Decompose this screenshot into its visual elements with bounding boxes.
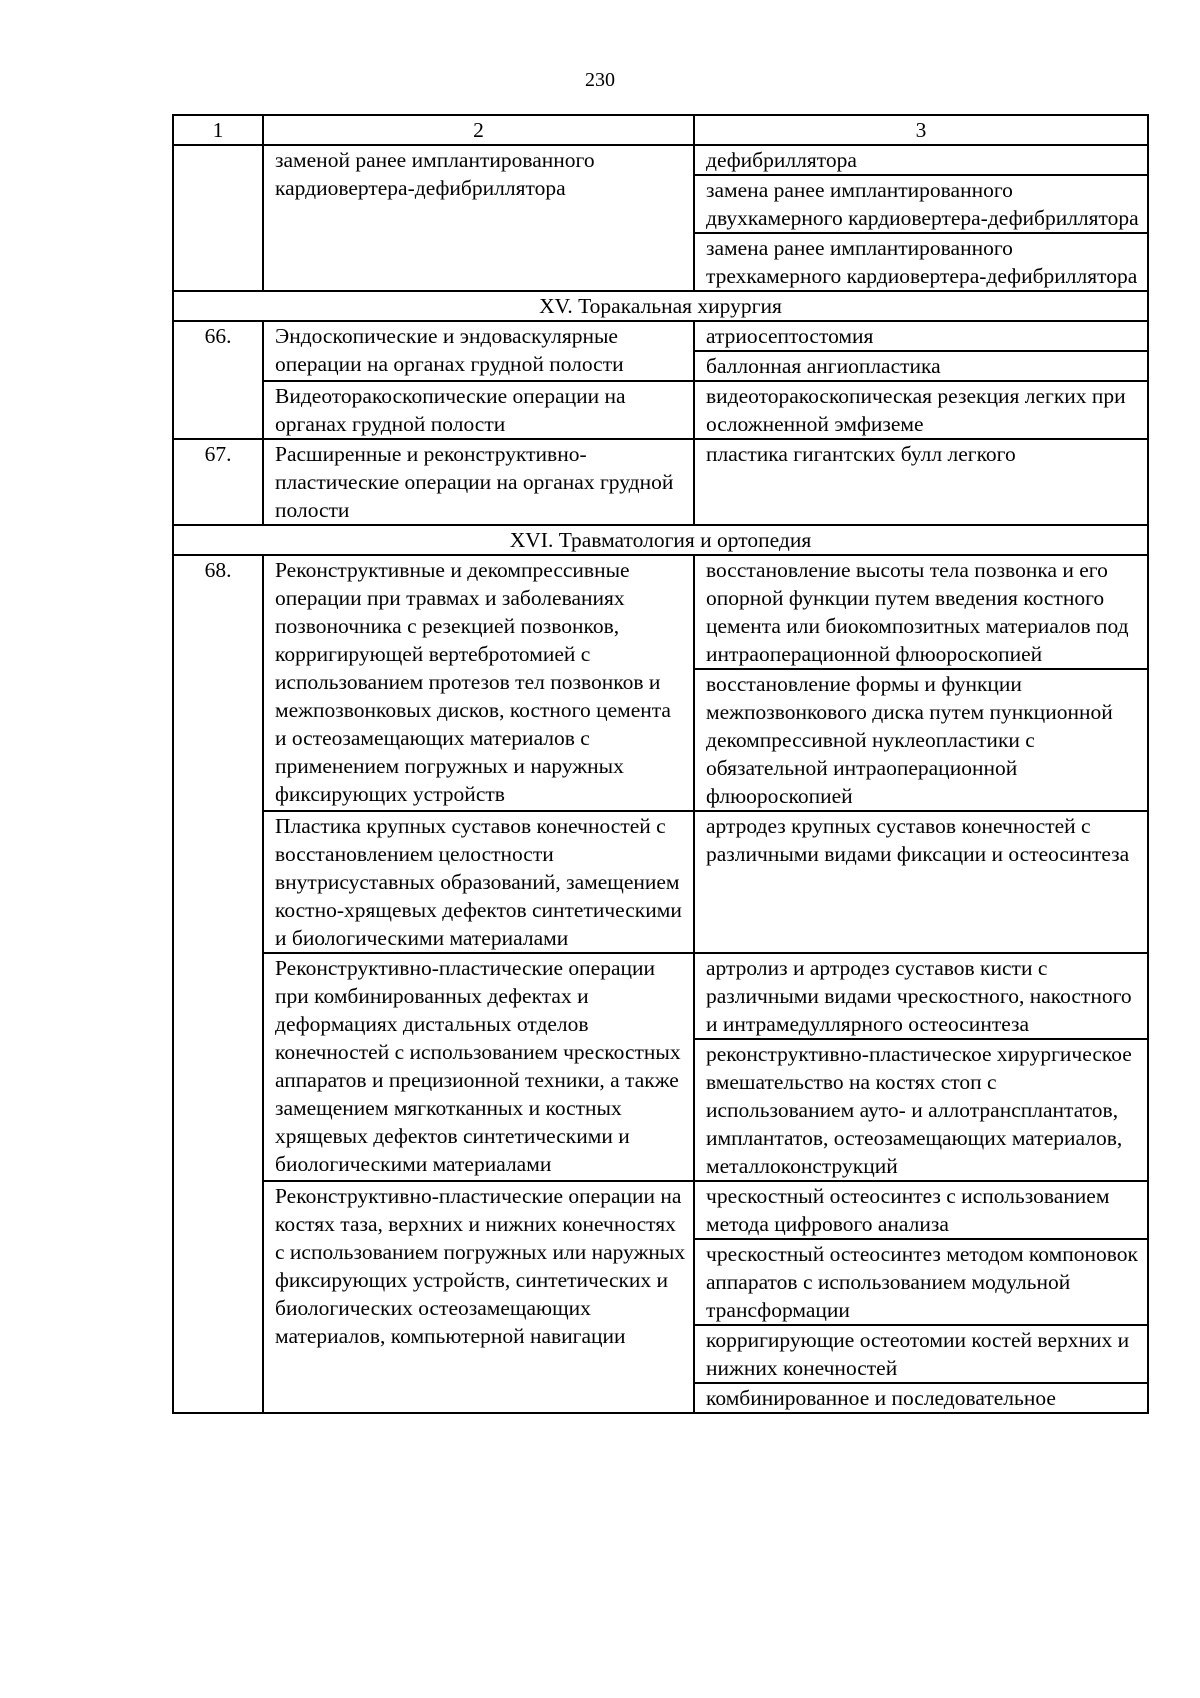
- method-item: комбинированное и последовательное: [706, 1386, 1056, 1410]
- method-row: [695, 322, 1147, 351]
- table-row: [173, 953, 1148, 1181]
- method-row: [695, 440, 1147, 468]
- methods-cell: [694, 1181, 1148, 1413]
- method-item: корригирующие остеотомии костей верхних и нижних конечностей: [695, 1325, 1147, 1383]
- methods-list: [695, 382, 1147, 438]
- method-row: [695, 1182, 1147, 1239]
- header-col-1: 1: [173, 115, 263, 145]
- methods-cell: [694, 145, 1148, 291]
- table-row: [173, 439, 1148, 525]
- method-row: [695, 146, 1147, 175]
- methods-cell: [694, 555, 1148, 811]
- method-item: атриосептостомия: [695, 322, 1147, 351]
- methods-cell: [694, 321, 1148, 381]
- method-row: [695, 233, 1147, 290]
- method-item: чрескостный остеосинтез с использованием метода цифрового анализа: [695, 1182, 1147, 1239]
- method-row: [695, 1039, 1147, 1180]
- method-item: замена ранее имплантированного трехкамерного кардиовертера-дефибриллятора: [706, 236, 1138, 288]
- method-item: реконструктивно-пластическое хирургическое вмешательство на костях стоп с использованием ауто- и аллотрансплантатов, имплантатов, остеозамещающих материалов, металлоконструкций: [706, 1042, 1132, 1178]
- table-row: [173, 1181, 1148, 1413]
- procedure-description: Реконструктивно-пластические операции при комбинированных дефектах и деформациях дистальных отделов конечностей с использованием чрескостных аппаратов и прецизионной техники, а также замещением мягкотканных и костных хрящевых дефектов синтетическими и биологическими материалами: [263, 953, 694, 1181]
- procedure-description: Реконструктивные и декомпрессивные операции при травмах и заболеваниях позвоночника с резекцией позвонков, корригирующей вертебротомией с использованием протезов тел позвонков и межпозвонковых дисков, костного цемента и остеозамещающих материалов с применением погружных и наружных фиксирующих устройств: [263, 555, 694, 811]
- row-number: [173, 145, 263, 291]
- table-row: [173, 811, 1148, 953]
- method-item: чрескостный остеосинтез методом компоновок аппаратов с использованием модульной трансформации: [695, 1239, 1147, 1325]
- method-item: восстановление формы и функции межпозвонкового диска путем пункционной декомпрессивной нуклеопластики с обязательной интраоперационной флюороскопией: [706, 672, 1113, 808]
- procedure-description: Реконструктивно-пластические операции на костях таза, верхних и нижних конечностях с использованием погружных или наружных фиксирующих устройств, синтетических и биологических остеозамещающих материалов, компьютерной навигации: [263, 1181, 694, 1413]
- page-number: 230: [585, 69, 615, 91]
- table-row: [173, 321, 1148, 381]
- table-header-row: [173, 115, 1148, 145]
- method-row: [695, 175, 1147, 233]
- methods-list: [695, 322, 1147, 380]
- header-col-3: 3: [694, 115, 1148, 145]
- row-number: 66.: [173, 321, 263, 439]
- procedure-description: Пластика крупных суставов конечностей с восстановлением целостности внутрисуставных образований, замещением костно-хрящевых дефектов синтетическими и биологическими материалами: [263, 811, 694, 953]
- method-row: [695, 669, 1147, 810]
- row-number: 67.: [173, 439, 263, 525]
- method-row: [695, 1239, 1147, 1325]
- method-item: восстановление высоты тела позвонка и его опорной функции путем введения костного цемента или биокомпозитных материалов под интраоперационной флюороскопией: [695, 556, 1147, 669]
- header-col-2: 2: [263, 115, 694, 145]
- method-row: [695, 351, 1147, 380]
- method-row: [695, 1325, 1147, 1383]
- methods-list: [695, 440, 1147, 468]
- method-item: артродез крупных суставов конечностей с различными видами фиксации и остеосинтеза: [706, 814, 1130, 866]
- method-item: замена ранее имплантированного двухкамерного кардиовертера-дефибриллятора: [695, 175, 1147, 233]
- method-row: [695, 812, 1147, 868]
- method-row: [695, 954, 1147, 1039]
- procedure-description: Расширенные и реконструктивно-пластические операции на органах грудной полости: [263, 439, 694, 525]
- table-row: [173, 555, 1148, 811]
- table-row: [173, 381, 1148, 439]
- section-header-row: [173, 525, 1148, 555]
- row-number: 68.: [173, 555, 263, 1413]
- methods-cell: [694, 381, 1148, 439]
- methods-cell: [694, 953, 1148, 1181]
- method-item: пластика гигантских булл легкого: [706, 442, 1016, 466]
- section-title: XV. Торакальная хирургия: [173, 291, 1148, 321]
- method-item: видеоторакоскопическая резекция легких при осложненной эмфиземе: [706, 384, 1126, 436]
- procedures-table: [172, 114, 1149, 1414]
- method-row: [695, 556, 1147, 669]
- section-title: XVI. Травматология и ортопедия: [173, 525, 1148, 555]
- procedure-description: Эндоскопические и эндоваскулярные операции на органах грудной полости: [263, 321, 694, 381]
- methods-list: [695, 954, 1147, 1180]
- method-item: артролиз и артродез суставов кисти с различными видами чрескостного, накостного и интрамедуллярного остеосинтеза: [695, 954, 1147, 1039]
- methods-list: [695, 146, 1147, 290]
- method-item: баллонная ангиопластика: [706, 354, 941, 378]
- method-item: дефибриллятора: [695, 146, 1147, 175]
- procedure-description: Видеоторакоскопические операции на органах грудной полости: [263, 381, 694, 439]
- methods-cell: [694, 439, 1148, 525]
- section-header-row: [173, 291, 1148, 321]
- methods-list: [695, 556, 1147, 810]
- methods-list: [695, 1182, 1147, 1412]
- procedure-description: заменой ранее имплантированного кардиовертера-дефибриллятора: [263, 145, 694, 291]
- methods-list: [695, 812, 1147, 868]
- table-row: [173, 145, 1148, 291]
- methods-cell: [694, 811, 1148, 953]
- method-row: [695, 1383, 1147, 1412]
- method-row: [695, 382, 1147, 438]
